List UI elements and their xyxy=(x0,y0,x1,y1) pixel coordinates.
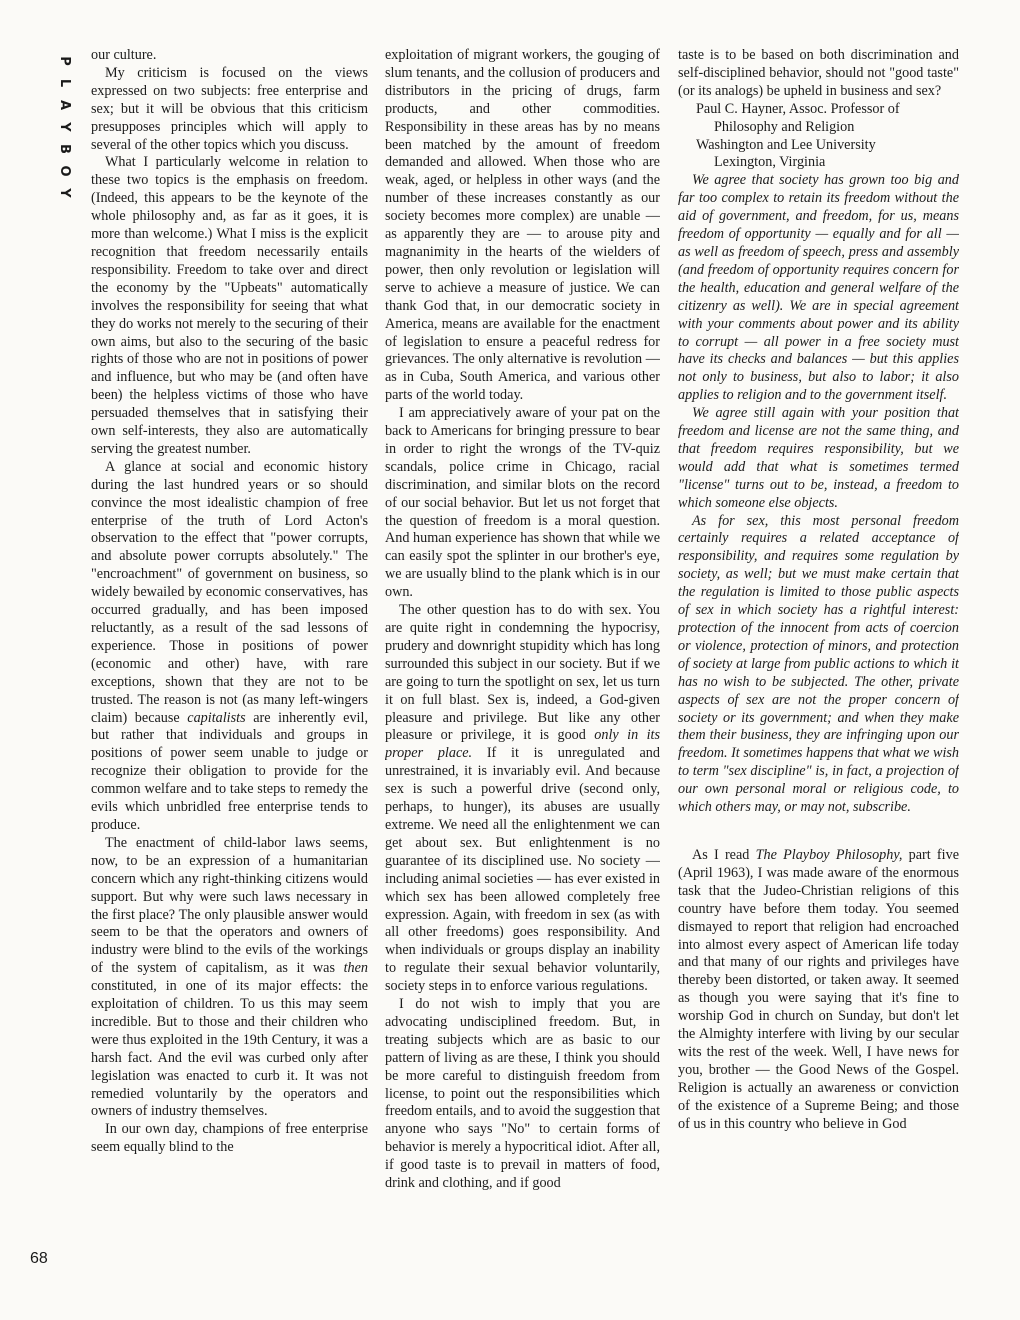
paragraph: exploitation of migrant workers, the gouging of slum tenants, and the collusion of producers and distributors in the pricing of drugs, farm products, and other commodities. Responsibility in these areas has by no means been matched by the amount of freedom demanded and allowed. When those who are weak, aged, or helpless in other ways (and the number of these increases constantly as our society becomes more complex) are unable — as apparently they are — to arouse pity and magnanimity in the hearts of the wielders of power, then only revolution or legislation will serve to achieve a measure of justice. We can thank God that, in our democratic society in America, means are available for the enactment of legislation to ensure a peaceful redress for grievances. The only alternative is revolution — as in Cuba, South America, and various other parts of the world today. xyxy=(385,47,660,404)
editor-reply-paragraph: We agree still again with your position that freedom and license are not the same thing, and that freedom requires responsibility, but we would add that what is sometimes termed "license" turns out to be, instead, a freedom to which someone else objects. xyxy=(678,405,959,511)
text-column-2 xyxy=(385,47,660,1292)
text-run: are inherently evil, but rather that individuals and groups in positions of power seem unable to judge or recognize their obligation to provide for the common welfare and to take steps to remedy the evils which unbridled free enterprise tends to produce. xyxy=(91,709,368,833)
running-head-letter: Y xyxy=(57,122,72,132)
magazine-running-head xyxy=(56,50,72,204)
signature-line: Paul C. Hayner, Assoc. Professor of xyxy=(696,100,900,117)
paragraph: our culture. xyxy=(91,47,157,63)
text-run: The enactment of child-labor laws seems, now, to be an expression of a humanitarian concern which any right-thinking citizens would support. But why were such laws necessary in the first place? The only plausible answer would seem to be that the operators and owners of industry were blind to the evils of the workings of the system of capitalism, as it was xyxy=(91,834,368,977)
paragraph: In our own day, champions of free enterprise seem equally blind to the xyxy=(91,1121,368,1156)
italic-text: capitalists xyxy=(187,709,246,726)
signature-line: Philosophy and Religion xyxy=(714,118,855,135)
text-column-3 xyxy=(678,47,959,1292)
italic-text: The Playboy Philosophy, xyxy=(755,846,903,863)
running-head-letter: L xyxy=(57,78,72,88)
text-run: constituted, in one of its major effects: the exploitation of children. To us this may seem incredible. But to those and their children who were thus exploited in the 19th Century, it was a harsh fact. And the evil was curbed only after legislation was enacted to curb it. It was not remedied voluntarily by the operators and owners of industry themselves. xyxy=(91,978,368,1120)
page-number: 68 xyxy=(30,1250,48,1267)
signature-line: Washington and Lee University xyxy=(696,136,876,153)
text-run: As I read xyxy=(692,846,756,863)
letter-signature xyxy=(678,101,959,173)
paragraph: I am appreciatively aware of your pat on the back to Americans for bringing pressure to bear in order to right the wrongs of the TV-quiz scandals, police crime in Chicago, racial discrimination, and similar blots on the record of our social behavior. But let us not forget that the question of freedom is a moral question. And human experience has shown that while we can easily spot the splinter in our brother's eye, we are usually blind to the plank which is in our own. xyxy=(385,405,660,601)
paragraph xyxy=(91,459,368,835)
paragraph xyxy=(678,847,959,1134)
paragraph: My criticism is focused on the views expressed on two subjects: free enterprise and sex; but it will be obvious that this criticism presupposes principles which will apply to several of the other topics which you discuss. xyxy=(91,64,368,153)
editor-reply-paragraph: We agree that society has grown too big and far too complex to retain its freedom without the aid of government, and freedom, for us, means freedom of opportunity — equally and for all — as well as freedom of speech, press and assembly (and freedom of opportunity requires concern for the health, education and general welfare of the citizenry as well). We are in special agreement with your comments about power and its ability to corrupt — all power in a free society must have its checks and balances — but this applies not only to business, but also to labor; it also applies to religion and to the government itself. xyxy=(678,172,959,404)
running-head-letter: P xyxy=(57,56,72,66)
text-run: The other question has to do with sex. You are quite right in condemning the hypocrisy, prudery and downright stupidity which has long surrounded this subject in our society. But if we are going to turn the spotlight on sex, let us turn it on full blast. Sex is, indeed, a God-given pleasure and privilege. But like any other pleasure or privilege, it is good xyxy=(385,602,660,744)
letter-separator xyxy=(678,817,959,847)
paragraph: taste is to be based on both discrimination and self-disciplined behavior, should not "good taste" (or its analogs) be upheld in business and sex? xyxy=(678,47,959,99)
paragraph: What I particularly welcome in relation to these two topics is the emphasis on freedom. (Indeed, this appears to be the keynote of the whole philosophy and, as far as it goes, it is more than welcome.) What I miss is the explicit recognition that freedom necessarily entails responsibility. Freedom to take over and direct the economy by the "Upbeats" automatically involves the responsibility for seeing that what they do works not merely to the securing of their own aims, but also to the securing of the basic rights of those who are not in positions of power and influence, but who may be (and often have been) the helpless victims of those who have persuaded themselves that in satisfying their own self-interests, they also are automatically serving the greatest number. xyxy=(91,154,368,457)
italic-text: then xyxy=(343,960,368,977)
italic-text: only in its proper place. xyxy=(385,727,660,762)
signature-line: Lexington, Virginia xyxy=(714,154,826,171)
editor-reply-paragraph: As for sex, this most personal freedom certainly requires a related acceptance of responsibility, and requires some regulation by society, as well; but we must make certain that the regulation is limited to those public aspects of sex in which society has a rightful interest: protection of the innocent from acts of coercion or violence, protection of minors, and protection of society at large from public actions to which it has no wish to be subjected. The other, private aspects of sex are not the proper concern of society or its government; and when they make them their business, they are infringing upon our freedom. It sometimes happens that what we wish to term "sex discipline" is, in fact, a projection of our own personal moral or religious code, to which others may, or may not, subscribe. xyxy=(678,512,959,816)
paragraph xyxy=(385,602,660,996)
text-run: If it is unregulated and unrestrained, it is invariably evil. And because sex is such a powerful drive (second only, perhaps, to hunger), its abuses are usually extreme. We need all the enlightenment we can get about sex. But enlightenment is no guarantee of its disciplined use. No society — including animal societies — has ever existed in which sex has been allowed completely free expression. Again, with freedom in sex (as with all other freedoms) goes responsibility. And when individuals or groups display an inability to regulate their sexual behavior voluntarily, society steps in to enforce various regulations. xyxy=(385,745,660,995)
text-run: part five (April 1963), I was made aware of the enormous task that the Judeo-Christian religions of this country have before them today. You seemed dismayed to report that religion had encroached into almost every aspect of American life today and that many of our rights and privileges have thereby been distorted, or taken away. It seemed as though you were saying that it's fine to worship God in church on Sunday, but don't let the Almighty interfere with living by our secular wits the rest of the week. Well, I have news for you, brother — the Good News of the Gospel. Religion is actually an awareness or conviction of the existence of a Supreme Being; and those of us in this country who believe in God xyxy=(678,846,959,1132)
paragraph xyxy=(91,835,368,1122)
running-head-letter: O xyxy=(57,165,72,177)
text-column-1 xyxy=(91,47,368,1292)
running-head-letter: Y xyxy=(57,188,72,198)
text-run: A glance at social and economic history during the last hundred years or so should convince the most idealistic champion of free enterprise of the truth of Lord Acton's observation to the effect that "power corrupts, and absolute power corrupts absolutely." The "encroachment" of government on business, so widely bewailed by economic conservatives, has occurred gradually, and has been imposed reluctantly, as a result of the sad lessons of experience. Those in positions of power (economic and other) have, with rare exceptions, shown that they are not to be trusted. The reason is not (as many left-wingers claim) because xyxy=(91,458,368,726)
running-head-letter: A xyxy=(57,99,72,111)
paragraph: I do not wish to imply that you are advocating undisciplined freedom. But, in treating subjects which are as basic to our pattern of living as are these, I think you should be more careful to distinguish freedom from license, to point out the responsibilities which freedom entails, and to avoid the suggestion that anyone who says "No" to certain forms of behavior is merely a hypocritical idiot. After all, if good taste is to prevail in matters of food, drink and clothing, and if good xyxy=(385,996,660,1192)
running-head-letter: B xyxy=(57,144,72,154)
